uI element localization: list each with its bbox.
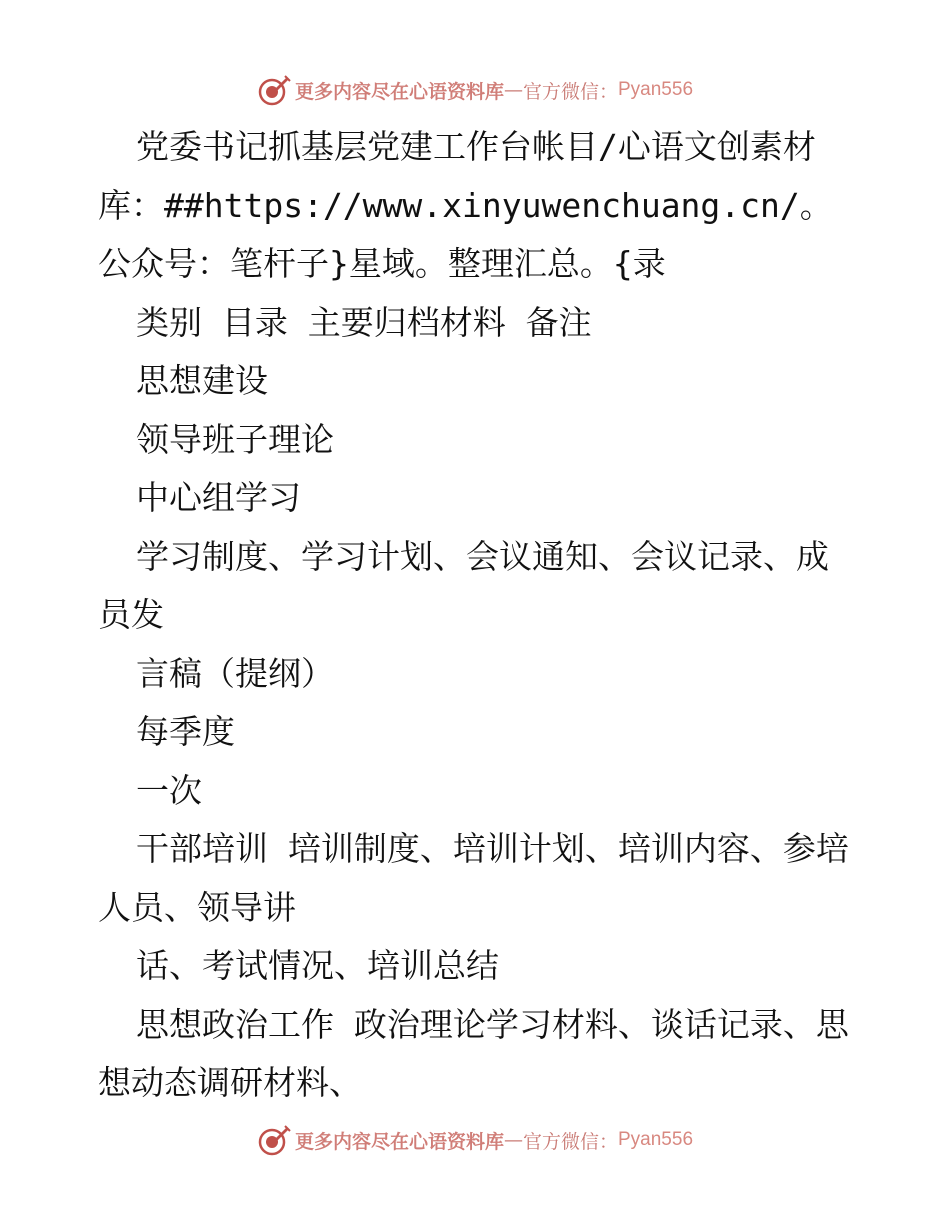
banner-handle: Pyan556 <box>618 1129 694 1150</box>
paragraph: 思想政治工作 政治理论学习材料、谈话记录、思想动态调研材料、 <box>98 1004 849 1102</box>
paragraph: 类别 目录 主要归档材料 备注 <box>136 302 592 342</box>
paragraph: 一次 <box>136 770 202 810</box>
banner-main-text: 更多内容尽在心语资料库 <box>294 1130 504 1153</box>
banner-wechat-label: 官方微信： <box>522 80 618 103</box>
paragraph: 话、考试情况、培训总结 <box>136 946 499 985</box>
pen-circle-logo-icon <box>257 1123 291 1157</box>
document-body <box>98 118 858 1113</box>
paragraph: 干部培训 培训制度、培训计划、培训内容、参培人员、领导讲 <box>98 829 849 927</box>
paragraph: 学习制度、学习计划、会议通知、会议记录、成员发 <box>98 536 829 634</box>
footer-banner <box>0 1120 950 1160</box>
banner-main-text: 更多内容尽在心语资料库 <box>294 80 504 103</box>
paragraph: 党委书记抓基层党建工作台帐目/心语文创素材库：##https://www.xinyuwenchuang.cn/。公众号：笔杆子}星域。整理汇总。{录 <box>98 127 833 283</box>
banner-dash: — <box>503 79 523 101</box>
pen-circle-logo-icon <box>257 73 291 107</box>
banner-dash: — <box>503 1129 523 1151</box>
paragraph: 中心组学习 <box>136 478 301 517</box>
banner-wechat-label: 官方微信： <box>522 1130 618 1153</box>
paragraph: 言稿（提纲） <box>136 653 334 693</box>
paragraph: 思想建设 <box>136 361 268 400</box>
paragraph: 每季度 <box>136 712 235 751</box>
paragraph: 领导班子理论 <box>136 419 334 459</box>
banner-handle: Pyan556 <box>618 79 694 100</box>
header-banner <box>0 70 950 110</box>
